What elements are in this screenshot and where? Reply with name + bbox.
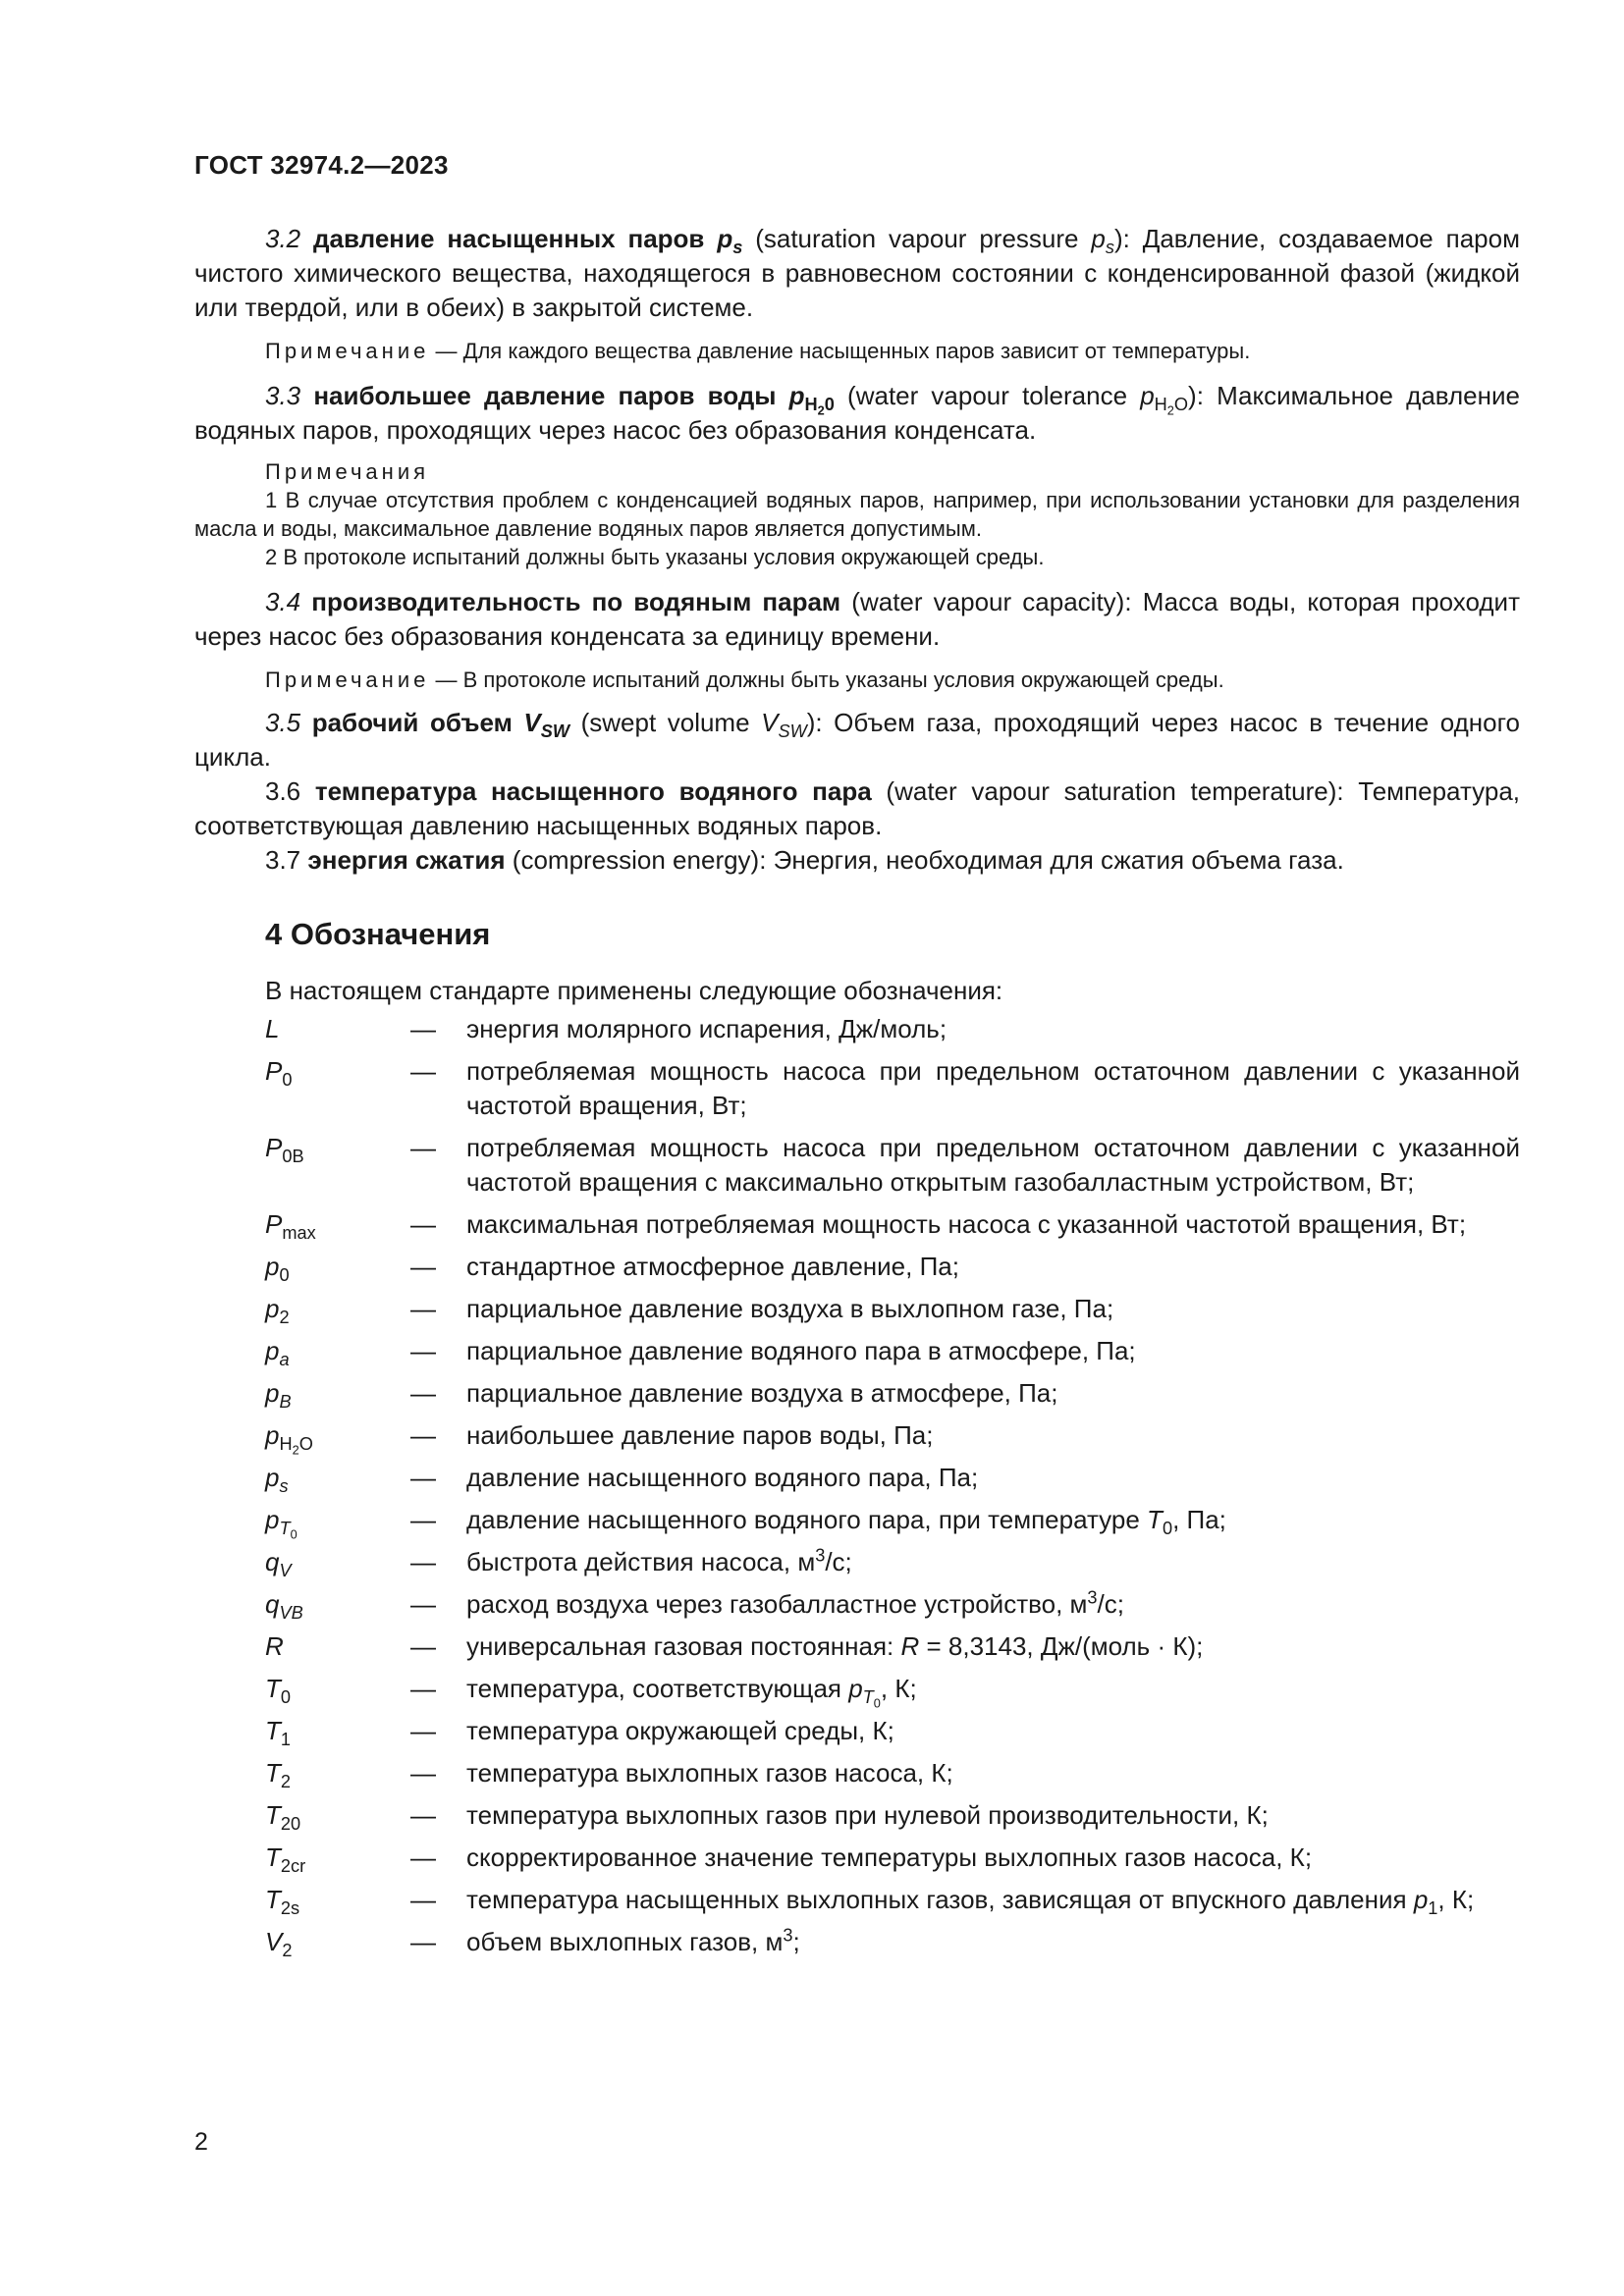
symbol-description: потребляемая мощность насоса при предельном остаточном давлении с указанной частотой вращения с максимально открытым газобалластным устройством, Вт; bbox=[466, 1133, 1520, 1197]
section-4-heading: 4 Обозначения bbox=[265, 917, 491, 951]
symbol-description: температура выхлопных газов при нулевой производительности, К; bbox=[466, 1800, 1269, 1830]
symbol-row bbox=[265, 1883, 1520, 1917]
symbol-row bbox=[265, 1925, 1520, 1959]
symbol: R bbox=[265, 1631, 284, 1661]
dash-separator: — bbox=[410, 1014, 436, 1043]
dash-separator: — bbox=[410, 1505, 436, 1534]
symbol-row bbox=[265, 1714, 1520, 1748]
dash-separator: — bbox=[410, 1927, 436, 1956]
symbol: $T_0$ bbox=[265, 1674, 292, 1708]
symbol-description: температура окружающей среды, К; bbox=[466, 1716, 894, 1745]
symbol: $T_1$ bbox=[265, 1716, 292, 1750]
symbol-description: универсальная газовая постоянная: R = 8,3143, Дж/(моль · К); bbox=[466, 1631, 1204, 1661]
dash-separator: — bbox=[410, 1758, 436, 1788]
symbol: $T_{2s}$ bbox=[265, 1885, 300, 1919]
symbol: $T_{20}$ bbox=[265, 1800, 301, 1835]
definition-3-7: 3.7 энергия сжатия (compression energy): Энергия, необходимая для сжатия объема газа. bbox=[265, 845, 1344, 875]
page-number: 2 bbox=[194, 2128, 208, 2156]
symbol-description: наибольшее давление паров воды, Па; bbox=[466, 1420, 934, 1450]
symbol-description: расход воздуха через газобалластное устройство, $м^3/с$; bbox=[466, 1587, 1124, 1619]
dash-separator: — bbox=[410, 1547, 436, 1576]
symbol-description: быстрота действия насоса, $м^3/с$; bbox=[466, 1545, 852, 1576]
dash-separator: — bbox=[410, 1716, 436, 1745]
symbol: $p_B$ bbox=[265, 1378, 292, 1413]
symbol: $q_V$ bbox=[265, 1547, 292, 1581]
symbol-description: парциальное давление воздуха в выхлопном газе, Па; bbox=[466, 1294, 1114, 1323]
symbol: $q_{VB}$ bbox=[265, 1589, 303, 1624]
symbol: $p_s$ bbox=[265, 1463, 289, 1497]
symbol-row bbox=[265, 1334, 1520, 1368]
symbol-row bbox=[265, 1292, 1520, 1326]
dash-separator: — bbox=[410, 1463, 436, 1492]
definition-3-4: 3.4 производительность по водяным парам (water vapour capacity): Масса воды, которая проходит через насос без образования конденсата за единицу времени. bbox=[194, 587, 1520, 651]
dash-separator: — bbox=[410, 1378, 436, 1408]
dash-separator: — bbox=[410, 1056, 436, 1086]
definition-3-3: 3.3 наибольшее давление паров воды $p_{H_20}$ (water vapour tolerance $p_{H_2O}$): Максимальное давление водяных паров, проходящих через насос без образования конденсата. bbox=[194, 381, 1520, 445]
symbol: $p_2$ bbox=[265, 1294, 290, 1328]
symbol-row bbox=[265, 1629, 1520, 1664]
dash-separator: — bbox=[410, 1252, 436, 1281]
section-4-intro: В настоящем стандарте применены следующие обозначения: bbox=[265, 976, 1003, 1005]
note-3-3-2: 2 В протоколе испытаний должны быть указаны условия окружающей среды. bbox=[265, 545, 1045, 569]
symbol-description: парциальное давление воздуха в атмосфере, Па; bbox=[466, 1378, 1058, 1408]
symbol: $p_0$ bbox=[265, 1252, 290, 1286]
definition-3-2: 3.2 давление насыщенных паров $p_s$ (saturation vapour pressure $p_s$): Давление, создаваемое паром чистого химического вещества, находящегося в равновесном состоянии с конденсированной фазой (жидкой или твердой, или в обеих) в закрытой системе. bbox=[194, 224, 1520, 322]
symbol-row bbox=[265, 1587, 1520, 1622]
symbol: $p_{H_2O}$ bbox=[265, 1420, 313, 1458]
dash-separator: — bbox=[410, 1336, 436, 1365]
symbol-description: температура, соответствующая $p_{T_0}$, К; bbox=[466, 1674, 917, 1711]
symbol-description: давление насыщенного водяного пара, Па; bbox=[466, 1463, 979, 1492]
dash-separator: — bbox=[410, 1589, 436, 1619]
symbol-description: энергия молярного испарения, Дж/моль; bbox=[466, 1014, 947, 1043]
symbol: $V_2$ bbox=[265, 1927, 293, 1961]
symbol-description: стандартное атмосферное давление, Па; bbox=[466, 1252, 959, 1281]
definition-3-6: 3.6 температура насыщенного водяного пара (water vapour saturation temperature): Температура, соответствующая давлению насыщенных водяных паров. bbox=[194, 776, 1520, 840]
symbol-description: максимальная потребляемая мощность насоса с указанной частотой вращения, Вт; bbox=[466, 1209, 1467, 1239]
symbol-row bbox=[265, 1503, 1520, 1542]
symbol-row bbox=[265, 1461, 1520, 1495]
symbol-row bbox=[265, 1841, 1520, 1875]
note-3-4: Примечание — В протоколе испытаний должны быть указаны условия окружающей среды. bbox=[265, 667, 1224, 692]
symbol-row bbox=[265, 1054, 1520, 1123]
symbol-description: температура насыщенных выхлопных газов, зависящая от впускного давления $p_1$, К; bbox=[466, 1885, 1475, 1919]
symbol-row bbox=[265, 1672, 1520, 1711]
symbol: $P_{max}$ bbox=[265, 1209, 316, 1244]
definition-3-5: 3.5 рабочий объем $V_{SW}$ (swept volume $V_{SW}$): Объем газа, проходящий через насос в течение одного цикла. bbox=[194, 708, 1520, 772]
dash-separator: — bbox=[410, 1420, 436, 1450]
note-3-2: Примечание — Для каждого вещества давление насыщенных паров зависит от температуры. bbox=[265, 339, 1251, 363]
dash-separator: — bbox=[410, 1885, 436, 1914]
dash-separator: — bbox=[410, 1294, 436, 1323]
symbol-row bbox=[265, 1207, 1520, 1242]
document-header: ГОСТ 32974.2—2023 bbox=[194, 150, 449, 180]
symbol-description: давление насыщенного водяного пара, при температуре $T_0$, Па; bbox=[466, 1505, 1226, 1539]
symbol-description: потребляемая мощность насоса при предельном остаточном давлении с указанной частотой вращения, Вт; bbox=[466, 1056, 1520, 1120]
symbol-description: парциальное давление водяного пара в атмосфере, Па; bbox=[466, 1336, 1136, 1365]
symbol-row bbox=[265, 1756, 1520, 1790]
symbol-row bbox=[265, 1798, 1520, 1833]
symbol-description: температура выхлопных газов насоса, К; bbox=[466, 1758, 953, 1788]
dash-separator: — bbox=[410, 1842, 436, 1872]
dash-separator: — bbox=[410, 1209, 436, 1239]
dash-separator: — bbox=[410, 1674, 436, 1703]
symbol-description: скорректированное значение температуры выхлопных газов насоса, К; bbox=[466, 1842, 1313, 1872]
symbol-row bbox=[265, 1131, 1520, 1200]
dash-separator: — bbox=[410, 1133, 436, 1162]
page-content bbox=[194, 222, 1520, 1967]
symbols-list bbox=[265, 1012, 1520, 1959]
symbol: $p_a$ bbox=[265, 1336, 290, 1370]
symbol: $P_0$ bbox=[265, 1056, 293, 1091]
symbol: L bbox=[265, 1014, 280, 1043]
symbol-row bbox=[265, 1012, 1520, 1046]
symbol-description: объем выхлопных газов, $м^3$; bbox=[466, 1925, 800, 1956]
symbol: $T_{2cr}$ bbox=[265, 1842, 306, 1877]
dash-separator: — bbox=[410, 1800, 436, 1830]
symbol-row bbox=[265, 1250, 1520, 1284]
symbol-row bbox=[265, 1376, 1520, 1411]
symbol-row bbox=[265, 1545, 1520, 1579]
dash-separator: — bbox=[410, 1631, 436, 1661]
symbol: $T_2$ bbox=[265, 1758, 292, 1792]
symbol-row bbox=[265, 1418, 1520, 1458]
symbol: $P_{0B}$ bbox=[265, 1133, 304, 1167]
note-3-3-1: 1 В случае отсутствия проблем с конденсацией водяных паров, например, при использовании установки для разделения масла и воды, максимальное давление водяных паров является допустимым. bbox=[194, 488, 1520, 541]
notes-3-3-label: Примечания bbox=[265, 459, 430, 484]
symbol: $p_{T_0}$ bbox=[265, 1505, 298, 1542]
